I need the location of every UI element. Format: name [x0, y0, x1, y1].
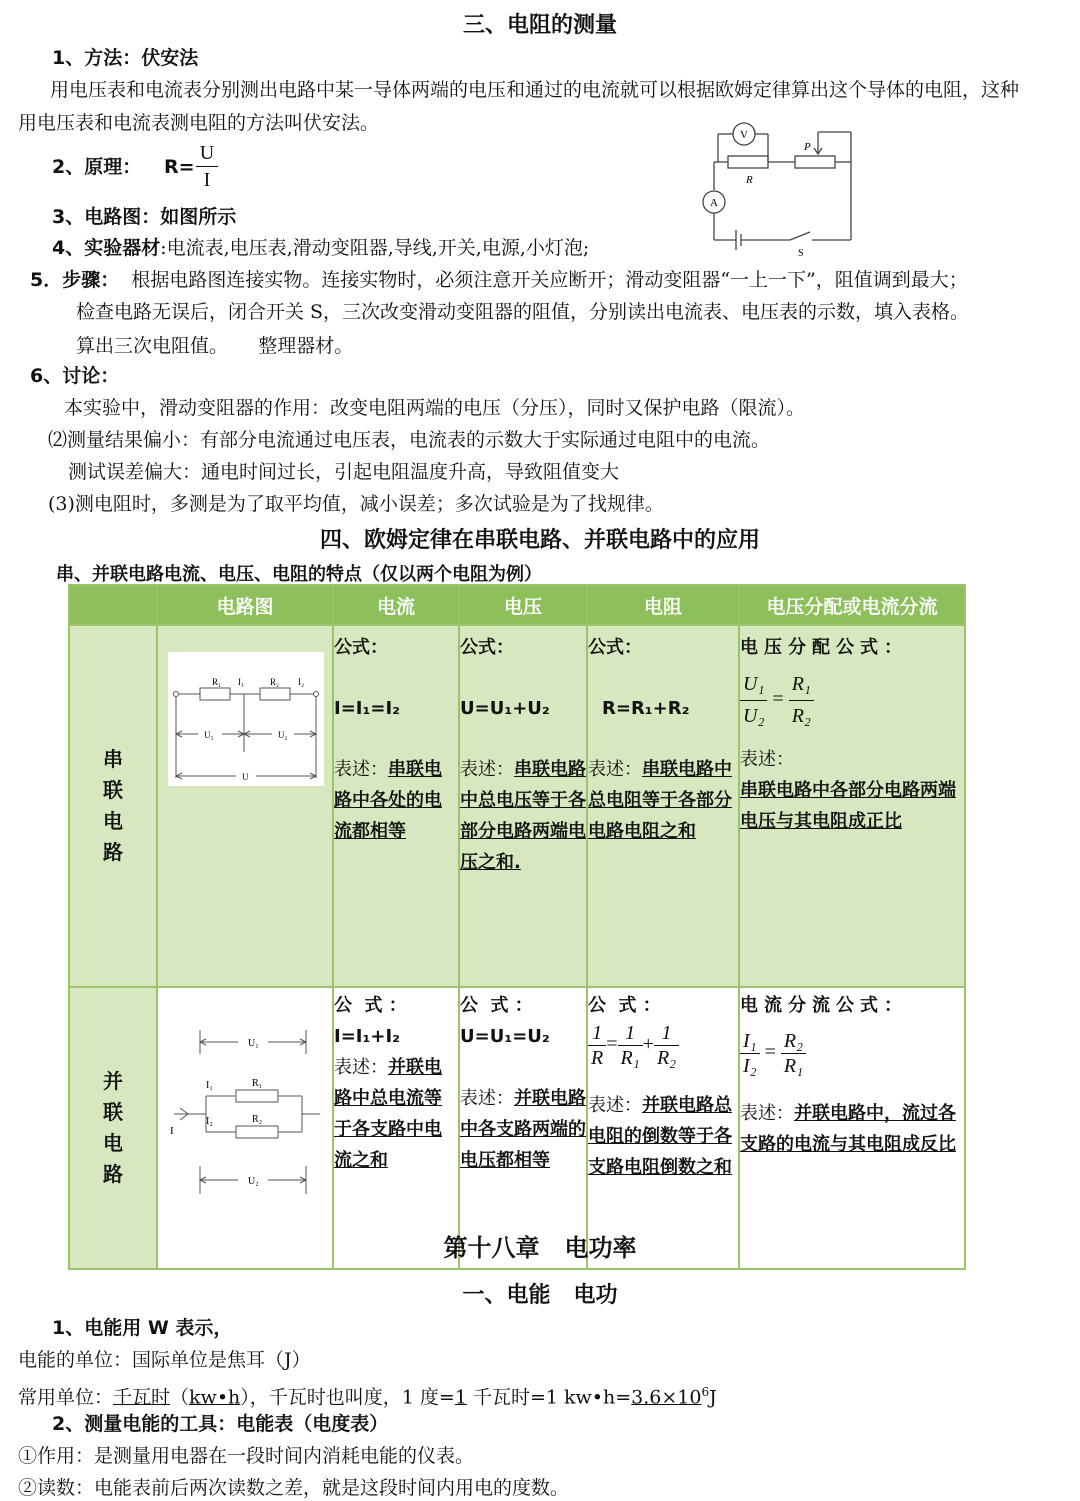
frac-numerator: I₁	[740, 1029, 760, 1054]
unit-text: （	[170, 1386, 190, 1409]
series-dist-lhs	[740, 669, 767, 732]
series-dist-formula: $\frac{\text{U₁}}{\text{U₂}}$ = $\frac{\text{R₁}}{\text{R₂}}$	[740, 669, 964, 732]
voltmeter-label: V	[740, 129, 748, 141]
parallel-label-char: 并	[103, 1069, 123, 1093]
series-voltage-formula: U=U₁+U₂	[460, 698, 550, 719]
parallel-voltage-formula-label: 公 式 ：	[460, 995, 533, 1016]
parallel-label-char: 电	[103, 1131, 123, 1155]
parallel-current-cell	[333, 987, 459, 1269]
parallel-dist-formula: $\frac{\text{I₁}}{\text{I₂}}$ = $\frac{\text{R₂}}{\text{R₁}}$	[740, 1029, 964, 1078]
par-res-frac	[654, 1021, 679, 1070]
parallel-current-desc-label: 表述：	[334, 1057, 388, 1078]
unit-text: 千瓦时=1 kw•h=	[466, 1386, 632, 1409]
series-voltage-desc-label: 表述：	[460, 759, 514, 780]
series-resistance-formula: R=R₁+R₂	[602, 698, 690, 719]
frac-denominator: R₂	[791, 705, 811, 727]
header-blank	[69, 585, 157, 625]
principle-fraction	[196, 140, 218, 193]
series-u1-label: U₁	[204, 730, 214, 740]
parallel-resistance-cell	[587, 987, 739, 1269]
circuit-label: 3、电路图：如图所示	[52, 206, 237, 228]
series-dist-desc-label: 表述：	[740, 749, 794, 770]
unit-text: ），千瓦时也叫度，1 度=	[240, 1386, 455, 1409]
unit-exponent: 6	[701, 1385, 710, 1399]
par-res-frac	[618, 1021, 643, 1070]
steps-text-1: 根据电路图连接实物。连接实物时，必须注意开关应断开；滑动变阻器“一上一下”，阻值调到最大；	[131, 269, 968, 291]
frac-denominator: R₂	[656, 1047, 677, 1069]
discuss-label: 6、讨论：	[30, 365, 120, 387]
ammeter-label: A	[710, 197, 718, 209]
series-r1-label: R₁	[212, 677, 222, 687]
unit-text: J	[709, 1386, 717, 1409]
energy-item1-label: 1、电能用 W 表示，	[52, 1317, 233, 1339]
method-text-line1: 用电压表和电流表分别测出电路中某一导体两端的电压和通过的电流就可以根据欧姆定律算出这个导体的电阻，这种	[50, 79, 1020, 101]
energy-unit-line1: 电能的单位：国际单位是焦耳（J）	[18, 1349, 311, 1371]
unit-kwh-name: 千瓦时	[113, 1386, 171, 1409]
par-dist-rhs	[781, 1029, 806, 1078]
discuss-line3: 测试误差偏大：通电时间过长，引起电阻温度升高，导致阻值变大	[68, 461, 620, 483]
series-u2-label: U₂	[278, 730, 288, 740]
series-current-formula-label: 公式：	[334, 637, 388, 658]
resistor-label: R	[746, 174, 753, 186]
parallel-voltage-desc: 并联电路中各支路两端的电压都相等	[460, 1088, 586, 1171]
parallel-resistance-desc: 并联电路总电阻的倒数等于各支路电阻倒数之和	[588, 1095, 732, 1178]
parallel-u1-label: U₁	[248, 1038, 259, 1049]
series-dist-label: 电压分配公式：	[740, 637, 908, 658]
series-resistance-desc-label: 表述：	[588, 759, 642, 780]
parallel-distribution-cell	[739, 987, 965, 1269]
equipment-text: :电流表,电压表,滑动变阻器,导线,开关,电源,小灯泡;	[160, 237, 590, 259]
parallel-voltage-cell	[459, 987, 587, 1269]
energy-meter-use: ①作用：是测量用电器在一段时间内消耗电能的仪表。	[18, 1445, 475, 1467]
series-resistance-desc: 串联电路中总电阻等于各部分电路电阻之和	[588, 759, 732, 842]
frac-denominator: R	[591, 1047, 604, 1069]
par-res-frac	[588, 1021, 606, 1070]
series-voltage-cell	[459, 625, 587, 987]
parallel-r1-label: R₁	[252, 1078, 263, 1089]
equipment-label: 4、实验器材	[52, 237, 161, 259]
parallel-resistance-desc-label: 表述：	[588, 1095, 642, 1116]
method-text-line2: 用电压表和电流表测电阻的方法叫伏安法。	[18, 112, 380, 134]
header-resistance: 电阻	[587, 585, 739, 625]
series-r2-label: R₂	[270, 677, 280, 687]
parallel-row-label	[69, 987, 157, 1269]
parallel-current-desc: 并联电路中总电流等于各支路中电流之和	[334, 1057, 442, 1171]
parallel-i2-label: I₂	[206, 1116, 213, 1127]
discuss-line2: ⑵测量结果偏小：有部分电流通过电压表，电流表的示数大于实际通过电阻中的电流。	[48, 429, 771, 451]
series-label-char: 联	[103, 778, 123, 802]
series-resistance-formula-label: 公式：	[588, 637, 642, 658]
principle-r: R=	[164, 156, 195, 178]
parallel-label-char: 路	[103, 1162, 123, 1186]
frac-denominator: R₁	[783, 1055, 804, 1077]
header-current: 电流	[333, 585, 459, 625]
header-circuit: 电路图	[157, 585, 333, 625]
frac-numerator: 1	[618, 1021, 643, 1046]
series-i1-label: I₁	[238, 677, 245, 687]
series-current-desc: 串联电路中各处的电流都相等	[334, 759, 442, 842]
series-row-label	[69, 625, 157, 987]
section3-title: 三、电阻的测量	[462, 13, 617, 38]
par-dist-lhs	[740, 1029, 760, 1078]
steps-line2: 检查电路无误后，闭合开关 S，三次改变滑动变阻器的阻值，分别读出电流表、电压表的示数，填入表格。	[76, 301, 970, 323]
energy-meter-reading: ②读数：电能表前后两次读数之差，就是这段时间内用电的度数。	[18, 1477, 570, 1499]
frac-numerator: U₁	[740, 669, 767, 701]
series-current-formula: I=I₁=I₂	[334, 698, 401, 719]
series-parallel-table	[68, 584, 966, 1270]
chapter18-subtitle: 一、电能 电功	[462, 1283, 618, 1308]
parallel-current-formula: I=I₁+I₂	[334, 1026, 401, 1047]
parallel-r2-label: R₂	[252, 1114, 263, 1125]
energy-unit-line2	[18, 1380, 717, 1409]
unit-text: 常用单位：	[18, 1386, 114, 1409]
unit-joule-value: 3.6×10	[631, 1386, 702, 1409]
series-row	[69, 625, 965, 987]
parallel-i1-label: I₁	[206, 1080, 213, 1091]
energy-item2-label: 2、测量电能的工具：电能表（电度表）	[52, 1413, 389, 1435]
frac-numerator: 1	[588, 1021, 606, 1046]
parallel-label-char: 联	[103, 1100, 123, 1124]
series-label-char: 串	[103, 747, 123, 771]
equipment-line	[52, 236, 589, 260]
series-u-label: U	[242, 772, 249, 782]
chapter18-title: 第十八章 电功率	[443, 1234, 637, 1262]
unit-value: 1	[454, 1386, 467, 1409]
frac-numerator: R₂	[781, 1029, 806, 1054]
parallel-dist-desc: 并联电路中，流过各支路的电流与其电阻成反比	[740, 1103, 956, 1155]
series-circuit-diagram	[168, 652, 324, 786]
parallel-resistance-formula-label: 公 式 ：	[588, 995, 661, 1016]
parallel-i-label: I	[170, 1125, 174, 1137]
parallel-voltage-formula: U=U₁=U₂	[460, 1026, 550, 1047]
frac-numerator: 1	[654, 1021, 679, 1046]
parallel-circuit-diagram	[164, 1018, 326, 1198]
header-distribution: 电压分配或电流分流	[739, 585, 965, 625]
parallel-dist-desc-label: 表述：	[740, 1103, 794, 1124]
parallel-u2-label: U₂	[248, 1176, 259, 1187]
parallel-voltage-desc-label: 表述：	[460, 1088, 514, 1109]
series-diagram-cell	[157, 625, 333, 987]
principle-label: 2、原理：	[52, 156, 142, 178]
principle-numerator: U	[196, 140, 218, 167]
switch-label: S	[798, 248, 804, 259]
parallel-dist-label: 电流分流公式：	[740, 995, 908, 1016]
frac-numerator: R₁	[789, 669, 814, 701]
principle-denominator: I	[203, 169, 211, 191]
frac-denominator: R₁	[620, 1047, 640, 1069]
series-label-char: 路	[103, 840, 123, 864]
series-current-desc-label: 表述：	[334, 759, 388, 780]
frac-denominator: U₂	[743, 705, 765, 727]
discuss-line1: 本实验中，滑动变阻器的作用：改变电阻两端的电压（分压），同时又保护电路（限流）。	[64, 397, 806, 419]
section4-subtitle: 串、并联电路电流、电压、电阻的特点（仅以两个电阻为例）	[56, 564, 542, 585]
header-voltage: 电压	[459, 585, 587, 625]
parallel-diagram-cell	[157, 987, 333, 1269]
series-i2-label: I₂	[298, 677, 305, 687]
series-resistance-cell	[587, 625, 739, 987]
steps-label: 5．步骤：	[30, 269, 120, 291]
slider-label: P	[804, 141, 811, 153]
series-distribution-cell	[739, 625, 965, 987]
series-current-cell	[333, 625, 459, 987]
parallel-resistance-formula: $\frac{1}{R}$ = $\frac{1}{\text{R₁}}$ + $\frac{1}{\text{R₂}}$	[588, 1021, 738, 1070]
unit-kwh-symbol: kw•h	[189, 1386, 241, 1409]
method-label: 1、方法：伏安法	[52, 47, 199, 69]
steps-line1	[30, 268, 968, 292]
series-dist-desc: 串联电路中各部分电路两端电压与其电阻成正比	[740, 780, 956, 832]
parallel-row	[69, 987, 965, 1269]
series-voltage-desc: 串联电路中总电压等于各部分电路两端电压之和.	[460, 759, 586, 873]
series-voltage-formula-label: 公式：	[460, 637, 514, 658]
discuss-line4: (3)测电阻时，多测是为了取平均值，减小误差；多次试验是为了找规律。	[48, 493, 664, 515]
series-dist-rhs	[789, 669, 814, 732]
frac-denominator: I₂	[743, 1055, 757, 1077]
voltammetry-circuit-diagram	[698, 120, 863, 259]
section4-title: 四、欧姆定律在串联电路、并联电路中的应用	[319, 528, 760, 553]
parallel-current-formula-label: 公 式 ：	[334, 995, 407, 1016]
series-label-char: 电	[103, 809, 123, 833]
steps-line3: 算出三次电阻值。 整理器材。	[76, 335, 354, 357]
